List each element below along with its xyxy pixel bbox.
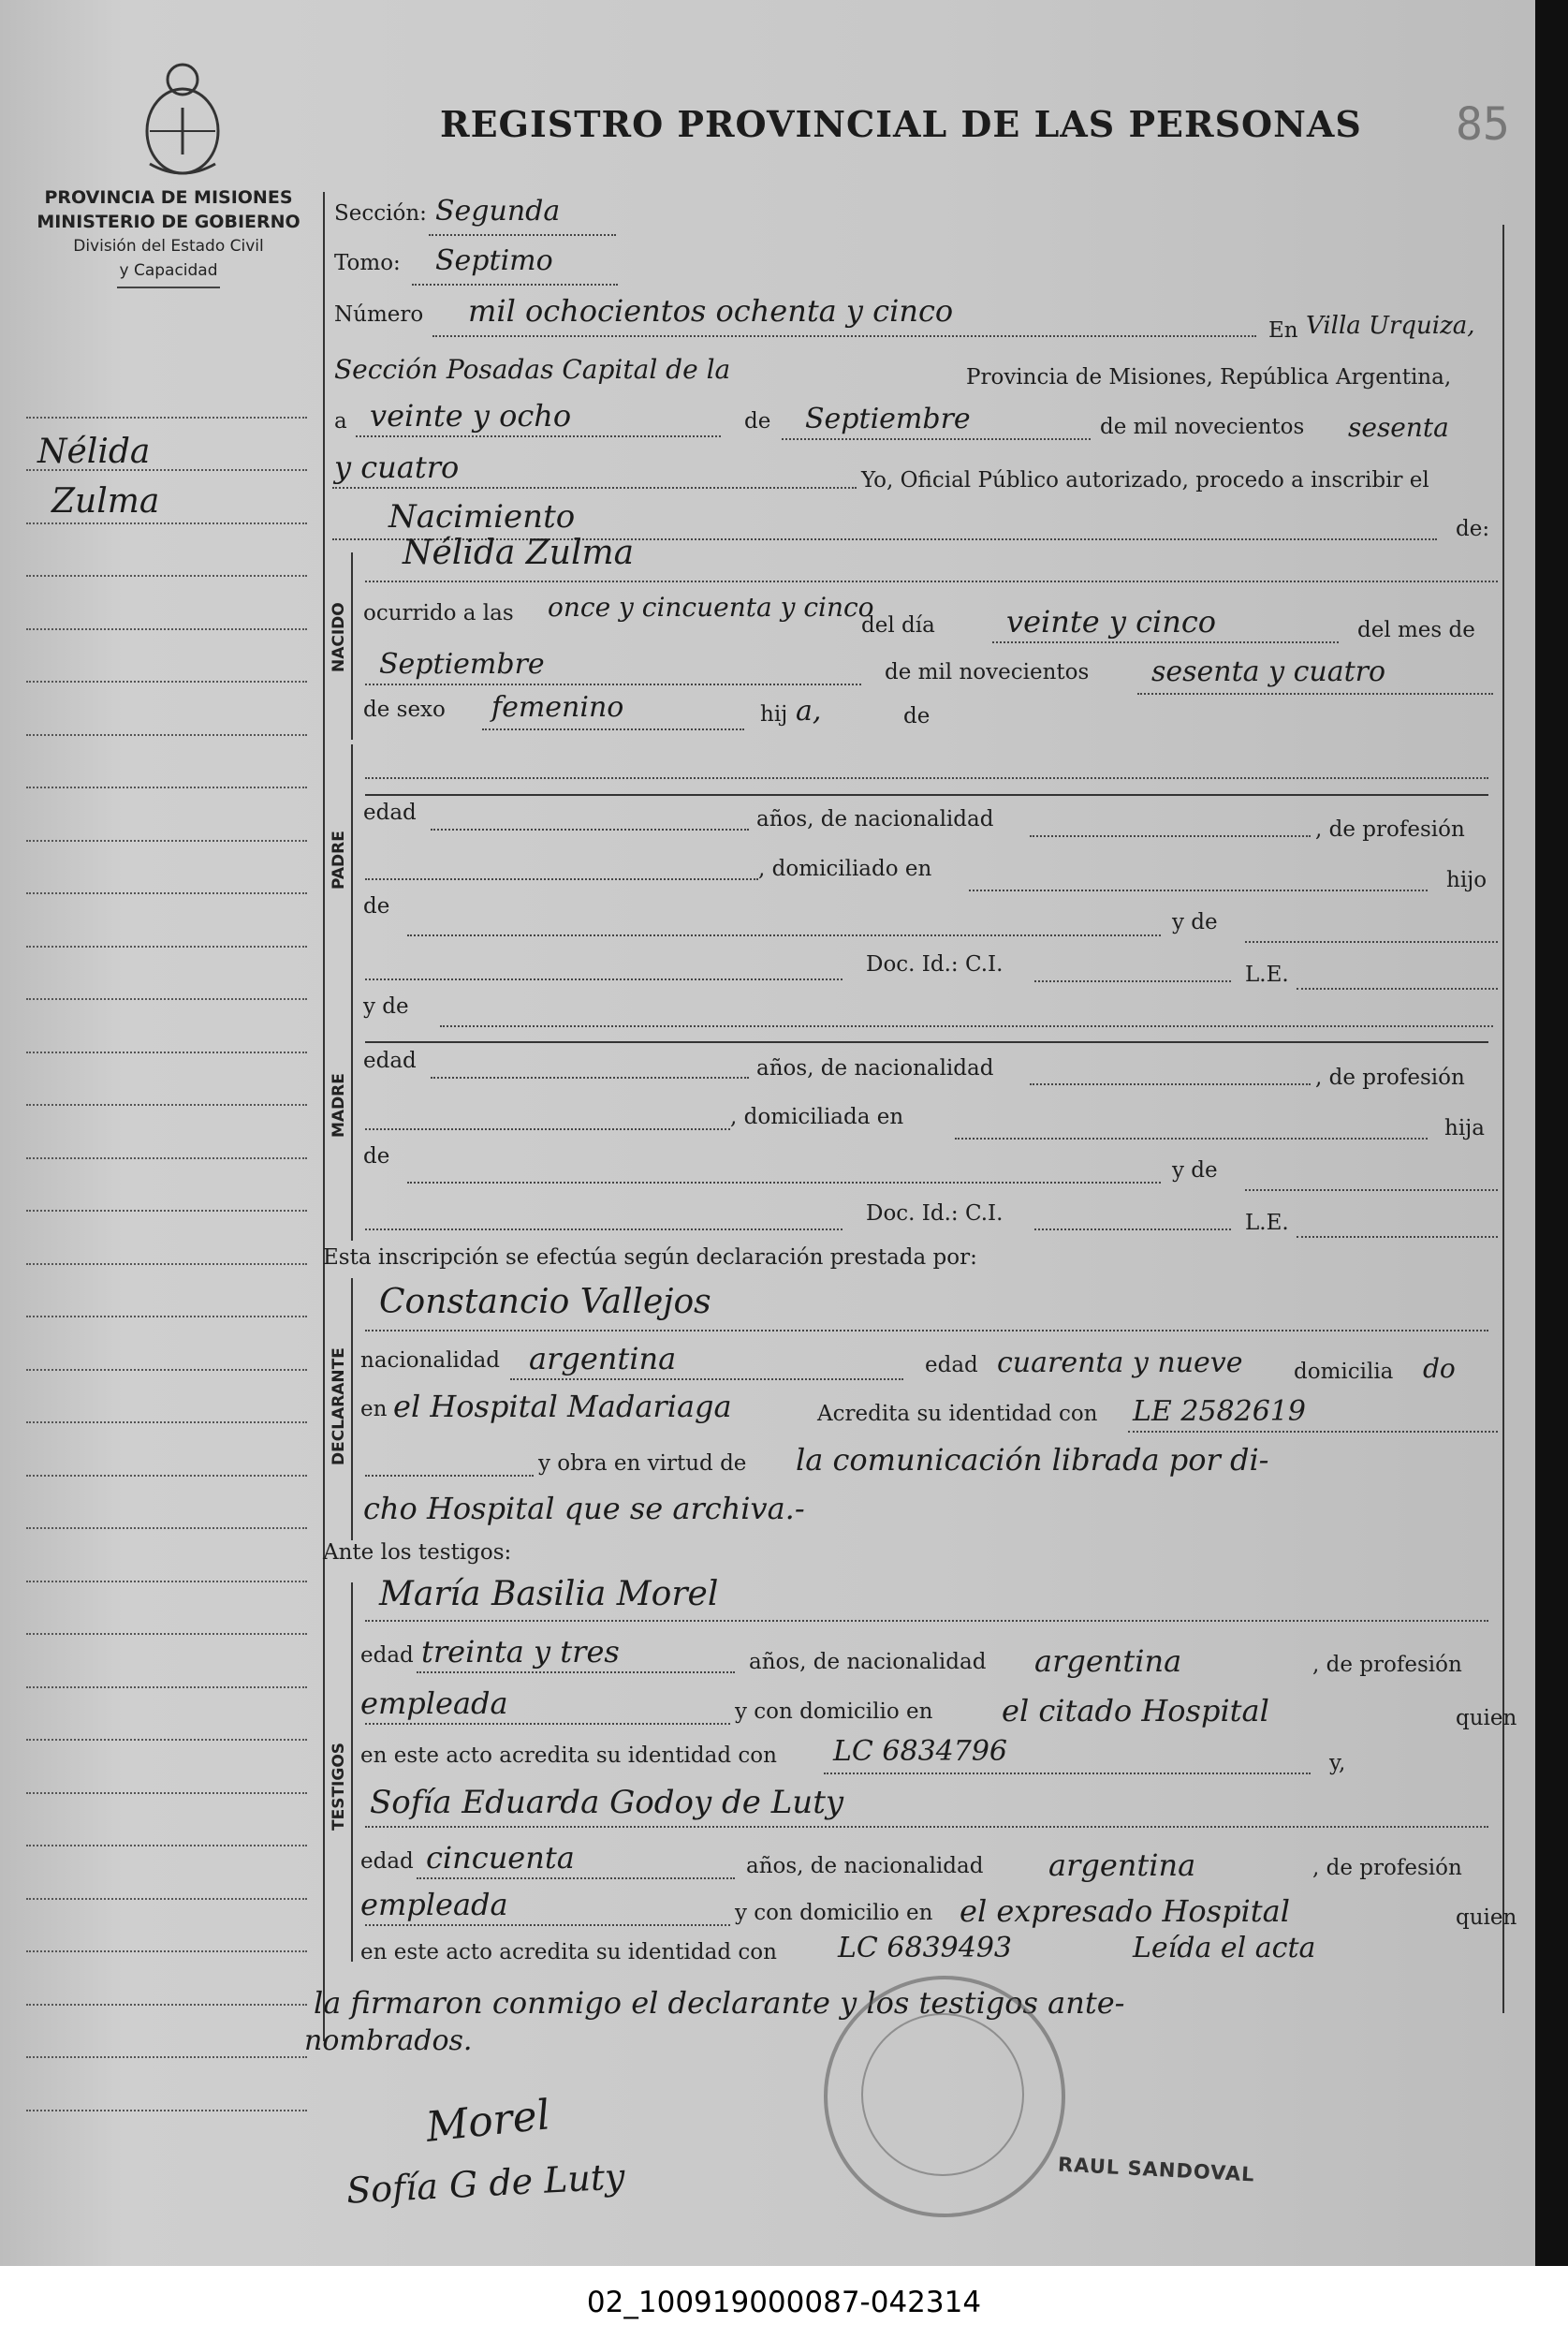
issuing-office bbox=[19, 185, 318, 288]
margin-note-surname: Zulma bbox=[51, 482, 160, 521]
leida-text: Leída el acta bbox=[1133, 1932, 1316, 1964]
testigo2-quien-label: quien bbox=[1456, 1905, 1517, 1930]
testigo2-documento: LC 6839493 bbox=[838, 1932, 1013, 1964]
fecha-dia: veinte y ocho bbox=[370, 398, 572, 434]
ocurrido-label: ocurrido a las bbox=[363, 601, 514, 625]
fecha-anio-b: y cuatro bbox=[334, 449, 460, 485]
nacido-dia: veinte y cinco bbox=[1006, 604, 1217, 640]
madre-dom-label: , domiciliada en bbox=[730, 1105, 904, 1129]
padre-doc-label: Doc. Id.: C.I. bbox=[866, 952, 1004, 977]
office-province: PROVINCIA DE MISIONES bbox=[44, 187, 293, 208]
testigo2-acredita-label: en este acto acredita su identidad con bbox=[360, 1940, 777, 1964]
testigo1-prof-label: , de profesión bbox=[1312, 1653, 1462, 1677]
testigo1-nac-label: años, de nacionalidad bbox=[749, 1650, 987, 1674]
padre-prof-label: , de profesión bbox=[1315, 817, 1465, 842]
declarante-nacionalidad: argentina bbox=[529, 1341, 677, 1376]
nacido-sexo: femenino bbox=[491, 691, 624, 724]
testigo2-edad: cincuenta bbox=[426, 1840, 575, 1876]
testigo1-y-label: y, bbox=[1329, 1751, 1346, 1775]
padre-section-label: PADRE bbox=[330, 831, 348, 890]
declarante-section-label: DECLARANTE bbox=[330, 1347, 348, 1465]
madre-section-label: MADRE bbox=[330, 1073, 348, 1138]
signature-luty: Sofía G de Luty bbox=[345, 2155, 626, 2212]
declarante-acredita-label: Acredita su identidad con bbox=[817, 1402, 1098, 1426]
declarante-domicilio: el Hospital Madariaga bbox=[393, 1389, 732, 1424]
page-number: 85 bbox=[1456, 98, 1510, 151]
acto-value: Nacimiento bbox=[388, 498, 576, 536]
place-value-b: Sección Posadas Capital de la bbox=[334, 354, 731, 385]
declaracion-intro: Esta inscripción se efectúa según declaración prestada por: bbox=[323, 1245, 977, 1270]
testigo1-quien-label: quien bbox=[1456, 1706, 1517, 1730]
declarante-nac-label: nacionalidad bbox=[360, 1348, 501, 1373]
testigo2-nombre: Sofía Eduarda Godoy de Luty bbox=[370, 1784, 844, 1821]
frame-right-line bbox=[1502, 225, 1504, 2013]
padre-le-label: L.E. bbox=[1245, 963, 1289, 987]
en-label: En bbox=[1268, 318, 1298, 343]
declarante-en-label: en bbox=[360, 1397, 388, 1421]
declarante-obra-2: cho Hospital que se archiva.- bbox=[363, 1491, 805, 1526]
coat-of-arms-emblem bbox=[131, 51, 234, 183]
place-value-a: Villa Urquiza, bbox=[1306, 312, 1475, 340]
del-dia-label: del día bbox=[861, 613, 935, 638]
nacido-mil-label: de mil novecientos bbox=[885, 660, 1090, 684]
acto-de-label: de: bbox=[1456, 517, 1490, 541]
madre-nac-label: años, de nacionalidad bbox=[756, 1056, 994, 1081]
testigo1-edad-label: edad bbox=[360, 1643, 414, 1668]
page-edge-shadow bbox=[1535, 0, 1568, 2266]
testigo2-nac-label: años, de nacionalidad bbox=[746, 1854, 984, 1878]
nacido-hora: once y cincuenta y cinco bbox=[548, 592, 874, 623]
padre-dom-label: , domiciliado en bbox=[758, 857, 932, 881]
madre-yde-label: y de bbox=[1172, 1158, 1218, 1183]
closing-line-2: nombrados. bbox=[304, 2024, 473, 2057]
margin-lines bbox=[26, 365, 307, 2111]
seccion-label: Sección: bbox=[334, 201, 427, 226]
testigo2-dom-label: y con domicilio en bbox=[735, 1901, 933, 1925]
del-mes-label: del mes de bbox=[1357, 618, 1475, 642]
madre-edad-label: edad bbox=[363, 1049, 417, 1073]
office-ministry: MINISTERIO DE GOBIERNO bbox=[37, 212, 300, 232]
testigo1-documento: LC 6834796 bbox=[833, 1735, 1008, 1768]
padre-edad-label: edad bbox=[363, 801, 417, 825]
testigo2-edad-label: edad bbox=[360, 1849, 414, 1874]
oficial-text: Yo, Oficial Público autorizado, procedo a inscribir el bbox=[861, 468, 1429, 493]
declarante-domicilio-suffix: do bbox=[1423, 1353, 1456, 1384]
madre-le-label: L.E. bbox=[1245, 1211, 1289, 1235]
declarante-edad: cuarenta y nueve bbox=[997, 1346, 1243, 1379]
padre-yde-label: y de bbox=[1172, 910, 1218, 934]
officer-name: RAUL SANDOVAL bbox=[1057, 2153, 1256, 2186]
declarante-obra-label: y obra en virtud de bbox=[538, 1451, 747, 1476]
declarante-nombre: Constancio Vallejos bbox=[379, 1283, 711, 1321]
testigo1-edad: treinta y tres bbox=[421, 1634, 620, 1670]
closing-line-1: la firmaron conmigo el declarante y los testigos ante- bbox=[314, 1985, 1125, 2021]
madre-hija-label: hija bbox=[1444, 1116, 1486, 1140]
image-caption: 02_100919000087-042314 bbox=[0, 2266, 1568, 2339]
fecha-anio-a: sesenta bbox=[1348, 412, 1449, 443]
testigo2-nacionalidad: argentina bbox=[1048, 1847, 1196, 1883]
declarante-edad-label: edad bbox=[925, 1353, 978, 1377]
madre-doc-label: Doc. Id.: C.I. bbox=[866, 1201, 1004, 1226]
frame-left-line bbox=[323, 192, 325, 2041]
declarante-obra: la comunicación librada por di- bbox=[796, 1442, 1269, 1478]
tomo-label: Tomo: bbox=[334, 251, 401, 275]
testigo2-profesion: empleada bbox=[360, 1887, 508, 1922]
sexo-label: de sexo bbox=[363, 698, 446, 722]
testigo1-profesion: empleada bbox=[360, 1685, 508, 1721]
page-title: REGISTRO PROVINCIAL DE LAS PERSONAS bbox=[440, 103, 1362, 145]
seccion-value: Segunda bbox=[435, 195, 561, 228]
padre-hijo-label: hijo bbox=[1446, 868, 1487, 892]
testigo2-prof-label: , de profesión bbox=[1312, 1856, 1462, 1880]
margin-note-name: Nélida bbox=[37, 433, 151, 471]
testigo1-domicilio: el citado Hospital bbox=[1002, 1693, 1269, 1729]
numero-value: mil ochocientos ochenta y cinco bbox=[468, 293, 954, 329]
hij-label: hij bbox=[760, 702, 788, 727]
testigo1-dom-label: y con domicilio en bbox=[735, 1699, 933, 1724]
padre-nac-label: años, de nacionalidad bbox=[756, 807, 994, 831]
nacido-anio: sesenta y cuatro bbox=[1151, 655, 1386, 688]
testigos-intro: Ante los testigos: bbox=[323, 1540, 512, 1565]
hij-de-label: de bbox=[903, 704, 931, 728]
padre-de-label: de bbox=[363, 894, 390, 919]
tomo-value: Septimo bbox=[435, 244, 553, 277]
mil-novecientos-label: de mil novecientos bbox=[1100, 415, 1305, 439]
a-label: a bbox=[334, 409, 347, 434]
nacido-mes: Septiembre bbox=[379, 648, 545, 681]
fecha-de-label: de bbox=[744, 409, 771, 434]
office-rule bbox=[117, 287, 220, 288]
official-seal-inner bbox=[861, 2013, 1024, 2176]
declarante-documento: LE 2582619 bbox=[1133, 1395, 1306, 1428]
testigos-section-label: TESTIGOS bbox=[330, 1742, 348, 1831]
fecha-mes: Septiembre bbox=[805, 403, 971, 435]
office-division: División del Estado Civil bbox=[73, 237, 264, 256]
testigo2-domicilio: el expresado Hospital bbox=[960, 1893, 1290, 1929]
nacido-section-label: NACIDO bbox=[330, 602, 348, 672]
madre-prof-label: , de profesión bbox=[1315, 1066, 1465, 1090]
madre-de-label: de bbox=[363, 1144, 390, 1169]
signature-morel: Morel bbox=[423, 2091, 552, 2152]
testigo1-nombre: María Basilia Morel bbox=[379, 1575, 719, 1613]
testigo1-acredita-label: en este acto acredita su identidad con bbox=[360, 1743, 777, 1768]
hij-suffix: a, bbox=[796, 695, 822, 728]
numero-label: Número bbox=[334, 302, 424, 327]
nacido-nombre: Nélida Zulma bbox=[403, 534, 635, 572]
testigo1-nacionalidad: argentina bbox=[1034, 1643, 1182, 1679]
declarante-domicilia-label: domicilia bbox=[1294, 1360, 1394, 1384]
provincia-text: Provincia de Misiones, República Argentina, bbox=[966, 365, 1452, 390]
office-capacity: y Capacidad bbox=[119, 261, 218, 280]
madre-yde-top-label: y de bbox=[363, 994, 409, 1019]
